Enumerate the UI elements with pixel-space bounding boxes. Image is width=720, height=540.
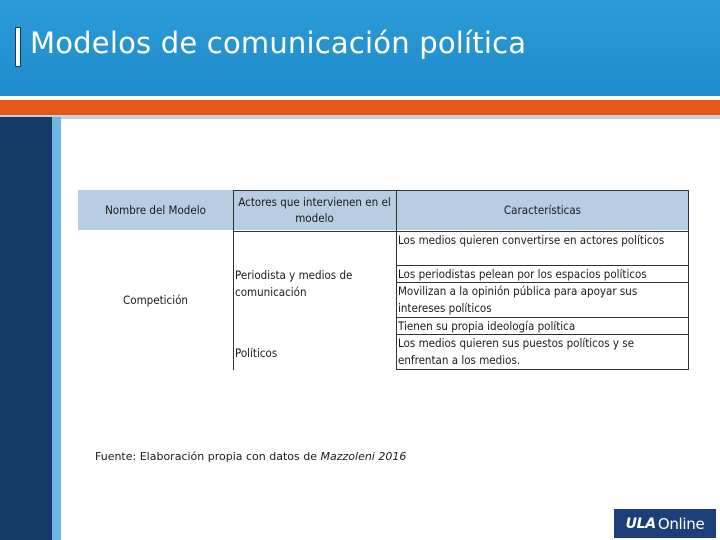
model-name-cell: Competición [123,293,188,307]
logo-brand: ULA [625,515,656,532]
characteristic-cell: Los medios quieren sus puestos políticos y se enfrentan a los medios. [398,336,635,367]
characteristic-cell: Movilizan a la opinión pública para apoyar sus intereses políticos [398,284,638,315]
table-border-bottom [396,369,689,370]
characteristic-cell: Los periodistas pelean por los espacios políticos [398,267,647,281]
left-stripe [0,117,52,540]
header-cell-model-name [78,190,233,230]
divider [0,115,720,119]
table-border-right [688,190,689,370]
header-cell-characteristics [396,190,689,230]
table-border-mid [396,190,397,370]
header-label: Nombre del Modelo [105,203,206,217]
source-author: Mazzoleni 2016 [320,450,407,463]
table-border-top [233,190,689,191]
header-label: Características [503,203,582,217]
source-prefix: Fuente: Elaboración propia con datos de [95,450,321,463]
actor-cell: Periodista y medios de comunicación [235,268,353,299]
accent-band [0,100,720,115]
slide-header [0,0,720,96]
actor-cell: Políticos [235,346,278,360]
characteristic-cell: Tienen su propia ideología política [398,319,576,333]
characteristic-cell: Los medios quieren convertirse en actores políticos [398,233,665,247]
table-border-left [233,190,234,370]
logo-suffix: Online [657,514,705,533]
header-cell-actors [233,190,396,230]
left-stripe-light [52,117,61,540]
ula-online-logo [614,509,716,538]
models-table [78,190,689,370]
source-note [95,450,406,463]
header-label: Actores que intervienen en el modelo [238,195,391,225]
slide-title: Modelos de comunicación política [30,26,527,60]
title-accent-bar [15,27,21,67]
